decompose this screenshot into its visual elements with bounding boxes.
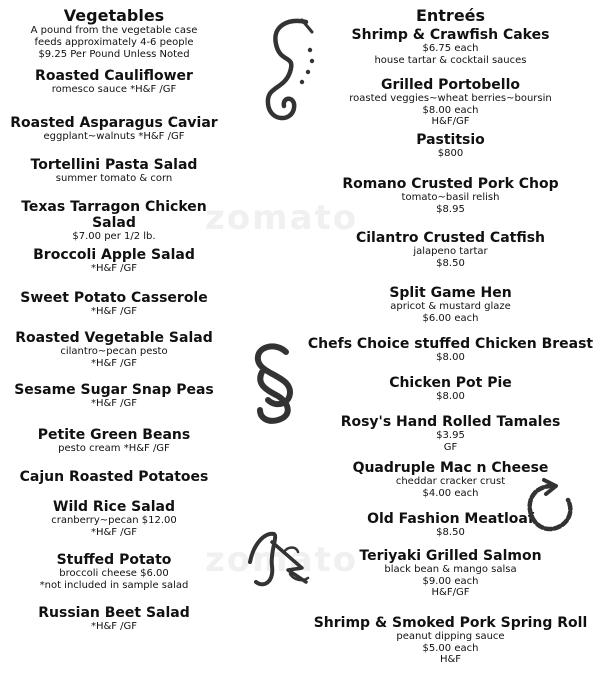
menu-item-detail: GF <box>443 441 458 453</box>
vegetables-column <box>0 6 228 632</box>
circular-arrow-icon <box>522 476 580 538</box>
menu-item-name: Roasted Vegetable Salad <box>15 330 213 346</box>
menu-item-name: Chicken Pot Pie <box>389 375 512 391</box>
menu-item-name: Quadruple Mac n Cheese <box>352 460 549 476</box>
menu-item <box>305 615 596 666</box>
menu-item <box>0 247 228 275</box>
flourish-ornament-icon <box>244 522 316 594</box>
menu-item <box>305 77 596 128</box>
menu-item-name: Tortellini Pasta Salad <box>30 157 198 173</box>
menu-item-name: Roasted Cauliflower <box>35 68 193 84</box>
menu-item-name: Cilantro Crusted Catfish <box>355 230 546 246</box>
menu-item-detail: cheddar cracker crust <box>395 476 506 487</box>
section-sign-icon <box>248 342 300 424</box>
menu-item <box>0 427 228 455</box>
menu-item <box>305 375 596 403</box>
menu-item-detail: $8.95 <box>436 203 465 215</box>
menu-item-detail: *H&F /GF <box>90 263 138 274</box>
menu-item-detail: $3.95 <box>436 430 465 441</box>
menu-item <box>305 27 596 66</box>
watermark-top: zomato <box>205 198 359 238</box>
menu-item-detail: H&F/GF <box>431 116 470 127</box>
menu-item-detail: roasted veggies~wheat berries~boursin <box>349 93 552 104</box>
menu-item <box>305 285 596 324</box>
vegetables-title: Vegetables <box>63 6 165 25</box>
menu-item-name: Old Fashion Meatloaf <box>367 511 534 527</box>
menu-item-name: Grilled Portobello <box>380 77 520 93</box>
menu-item-detail: $5.00 each <box>422 642 479 654</box>
intro-line: feeds approximately 4-6 people <box>34 37 194 48</box>
menu-item-name: Sweet Potato Casserole <box>20 290 208 306</box>
menu-item-detail: cilantro~pecan pesto <box>60 346 168 357</box>
entrees-column <box>305 6 596 665</box>
menu-item-detail: romesco sauce *H&F /GF <box>51 84 177 95</box>
menu-item-name: Broccoli Apple Salad <box>33 247 195 263</box>
menu-item-name: Stuffed Potato <box>56 552 172 568</box>
menu-item-detail: H&F <box>439 654 462 665</box>
menu-item-name: Wild Rice Salad <box>53 499 175 515</box>
menu-item-detail: *H&F /GF <box>90 526 138 538</box>
menu-item-detail: $8.50 <box>436 527 465 538</box>
menu-item-name: Shrimp & Crawfish Cakes <box>351 27 550 43</box>
menu-item-name: Petite Green Beans <box>37 427 191 443</box>
menu-item <box>0 605 228 633</box>
menu-item-detail: $800 <box>437 148 464 159</box>
intro-line: $9.25 Per Pound Unless Noted <box>38 49 190 60</box>
menu-item-detail: peanut dipping sauce <box>396 631 505 642</box>
menu-item <box>305 132 596 160</box>
menu-item-detail: pesto cream *H&F /GF <box>58 443 170 454</box>
menu-item-name: Roasted Asparagus Caviar <box>10 115 218 131</box>
menu-item <box>0 552 228 591</box>
menu-item-detail: house tartar & cocktail sauces <box>374 54 527 66</box>
menu-item-detail: *H&F /GF <box>90 357 138 369</box>
menu-item-detail: *H&F /GF <box>90 398 138 409</box>
menu-item <box>305 230 596 269</box>
menu-item-detail: $7.00 per 1/2 lb. <box>72 231 156 242</box>
menu-item <box>0 157 228 185</box>
menu-item <box>0 115 228 143</box>
menu-item-name: Cajun Roasted Potatoes <box>19 469 209 485</box>
menu-item <box>0 499 228 538</box>
menu-item-detail: $8.00 <box>436 391 465 402</box>
menu-item <box>305 548 596 599</box>
menu-item <box>305 176 596 215</box>
menu-item-detail: eggplant~walnuts *H&F /GF <box>43 131 185 142</box>
swirl-ornament-icon <box>258 14 328 126</box>
menu-item-detail: *H&F /GF <box>90 306 138 317</box>
menu-item-detail: apricot & mustard glaze <box>390 301 511 312</box>
menu-item-name: Teriyaki Grilled Salmon <box>359 548 542 564</box>
menu-item-detail: *not included in sample salad <box>39 579 189 591</box>
menu-item-detail: jalapeno tartar <box>413 246 488 257</box>
menu-item <box>0 68 228 96</box>
menu-item-name: Romano Crusted Pork Chop <box>342 176 559 192</box>
menu-item-name: Shrimp & Smoked Pork Spring Roll <box>313 615 588 631</box>
menu-item-detail: broccoli cheese $6.00 <box>59 568 169 579</box>
menu-item-detail: $8.50 <box>436 257 465 269</box>
menu-item-name: Russian Beet Salad <box>38 605 190 621</box>
menu-item-detail: $6.75 each <box>422 43 479 54</box>
menu-item-name: Sesame Sugar Snap Peas <box>14 382 214 398</box>
menu-item-detail: cranberry~pecan $12.00 <box>51 515 177 526</box>
menu-item-detail: $8.00 each <box>422 104 479 116</box>
menu-item-name: Split Game Hen <box>389 285 512 301</box>
menu-item <box>0 469 228 485</box>
watermark-bottom: zomato <box>205 540 359 580</box>
menu-item-name: Chefs Choice stuffed Chicken Breast <box>307 336 594 352</box>
menu-item-detail: summer tomato & corn <box>55 173 173 184</box>
menu-item-detail: $4.00 each <box>422 487 479 499</box>
menu-item-detail: H&F/GF <box>431 587 470 598</box>
intro-line: A pound from the vegetable case <box>30 25 198 36</box>
menu-item <box>0 382 228 410</box>
entrees-title: Entreés <box>415 6 486 25</box>
menu-item-detail: $6.00 each <box>422 312 479 324</box>
menu-item <box>305 414 596 453</box>
menu-item-detail: black bean & mango salsa <box>384 564 517 575</box>
menu-item <box>0 199 228 243</box>
menu-item <box>305 336 596 364</box>
menu-item-detail: tomato~basil relish <box>401 192 500 203</box>
menu-item <box>0 330 228 369</box>
menu-item-detail: $9.00 each <box>422 575 479 587</box>
menu-item-name: Texas Tarragon Chicken Salad <box>21 199 207 231</box>
menu-item-detail: *H&F /GF <box>90 621 138 632</box>
menu-item <box>0 290 228 318</box>
menu-item-detail: $8.00 <box>436 352 465 363</box>
vegetables-intro <box>0 25 228 61</box>
menu-item-name: Rosy's Hand Rolled Tamales <box>340 414 561 430</box>
menu-item-name: Pastitsio <box>416 132 485 148</box>
